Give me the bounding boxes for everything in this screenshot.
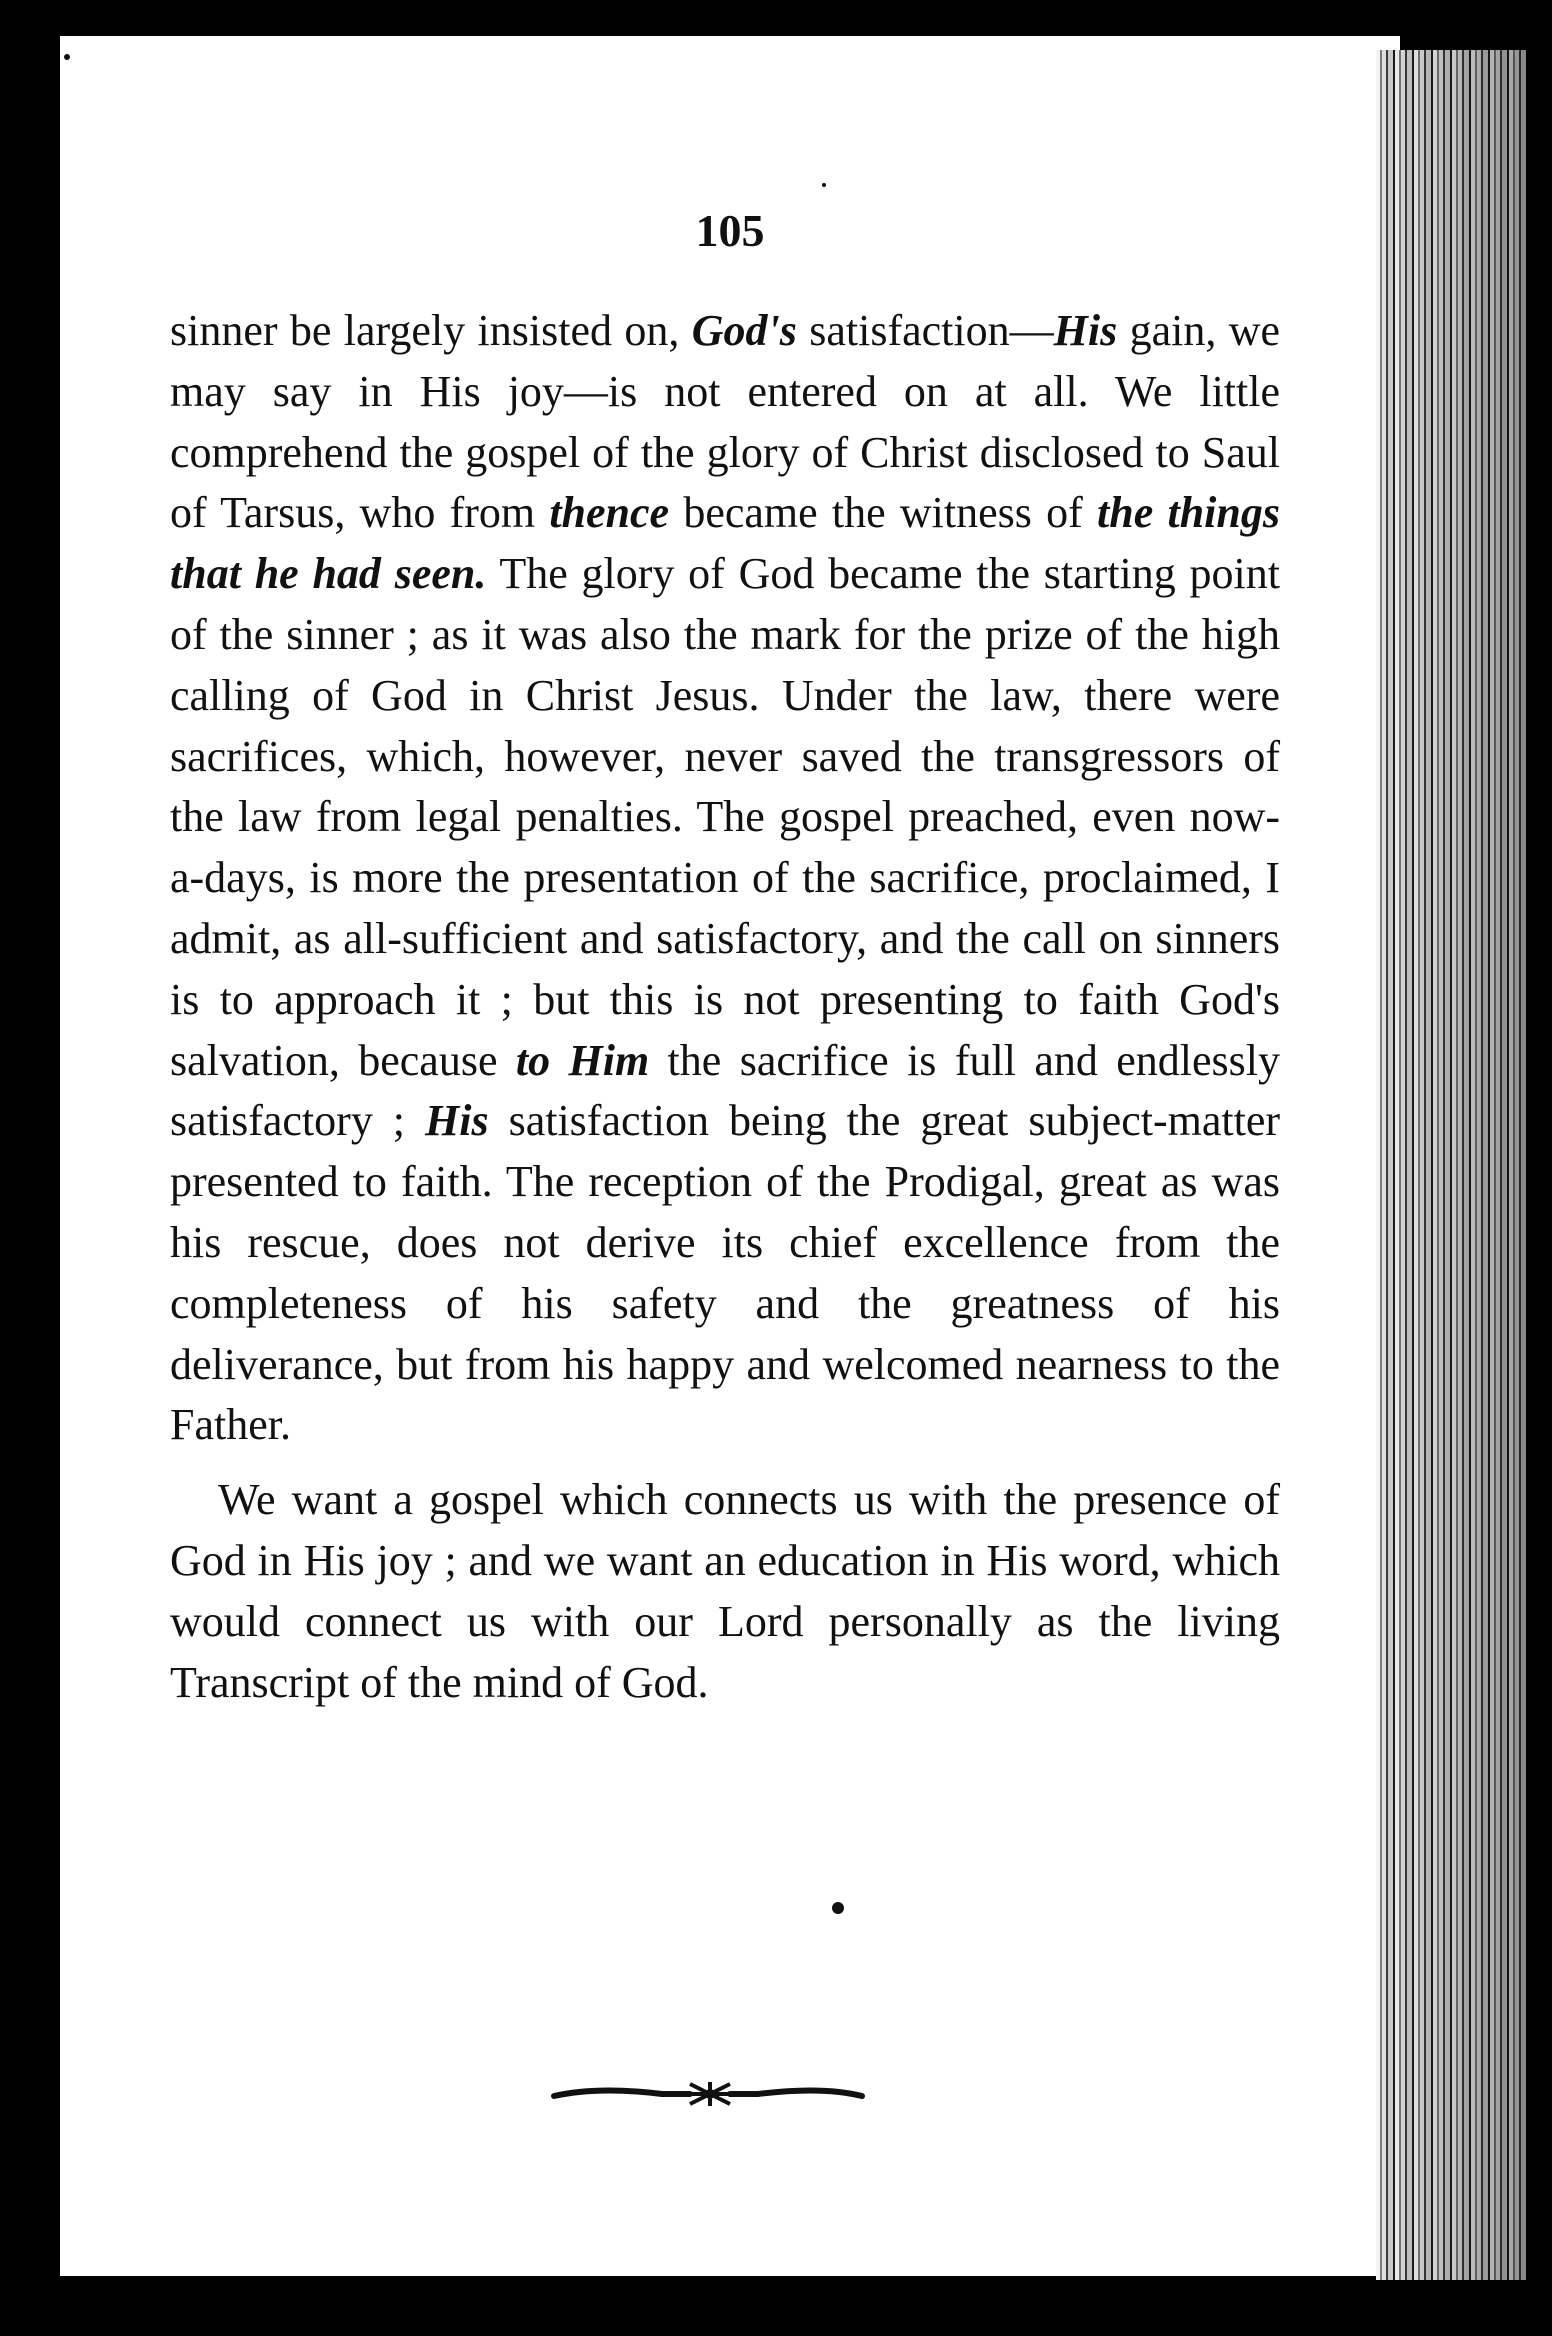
- text-run: the sacrifice is full and endlessly satisfactory ;: [170, 1035, 1280, 1146]
- text-run: satisfaction being the great subject-matter presented to faith. The reception of the Prodigal, great as was his rescue, does not derive its chief excellence from the completeness of his safety and the greatness of his deliverance, but from his happy and welcomed nearness to the Father.: [170, 1096, 1281, 1450]
- italic-text: thence: [549, 488, 670, 538]
- text-run: satisfaction—: [796, 306, 1054, 355]
- book-page: [60, 36, 1400, 2276]
- text-run: sinner be largely insisted on,: [170, 306, 692, 355]
- body-text: [170, 301, 1280, 1713]
- italic-text: the things that he had seen.: [170, 488, 1280, 599]
- text-run: gain, we may say in His joy—is not entered on at all. We little comprehend the gospel of the glory of Christ disclosed to Saul of Tarsus, who from: [170, 306, 1281, 538]
- ink-speck: [832, 1902, 844, 1914]
- ink-speck: [822, 183, 826, 187]
- paragraph: [170, 1470, 1280, 1713]
- ink-speck: [64, 54, 70, 60]
- italic-text: His: [425, 1096, 489, 1146]
- italic-text: God's: [691, 306, 797, 355]
- tailpiece-ornament: [550, 2074, 870, 2114]
- text-run: We want a gospel which connects us with the presence of God in His joy ; and we want an education in His word, which would connect us with our Lord personally as the living Transcript of the mind of God.: [170, 1475, 1280, 1707]
- page-edges: [1376, 50, 1526, 2280]
- italic-text: His: [1053, 306, 1118, 355]
- text-run: became the witness of: [669, 488, 1098, 538]
- paragraph: [170, 301, 1280, 1456]
- text-run: The glory of God became the starting point of the sinner ; as it was also the mark for the prize of the high calling of God in Christ Jesus. Under the law, there were sacrifices, which, however, never saved the transgressors of the law from legal penalties. The gospel preached, even now-a-days, is more the presentation of the sacrifice, proclaimed, I admit, as all-sufficient and satisfactory, and the call on sinners is to approach it ; but this is not presenting to faith God's salvation, because: [170, 549, 1280, 1085]
- italic-text: to Him: [515, 1035, 650, 1085]
- page-number: 105: [695, 205, 765, 256]
